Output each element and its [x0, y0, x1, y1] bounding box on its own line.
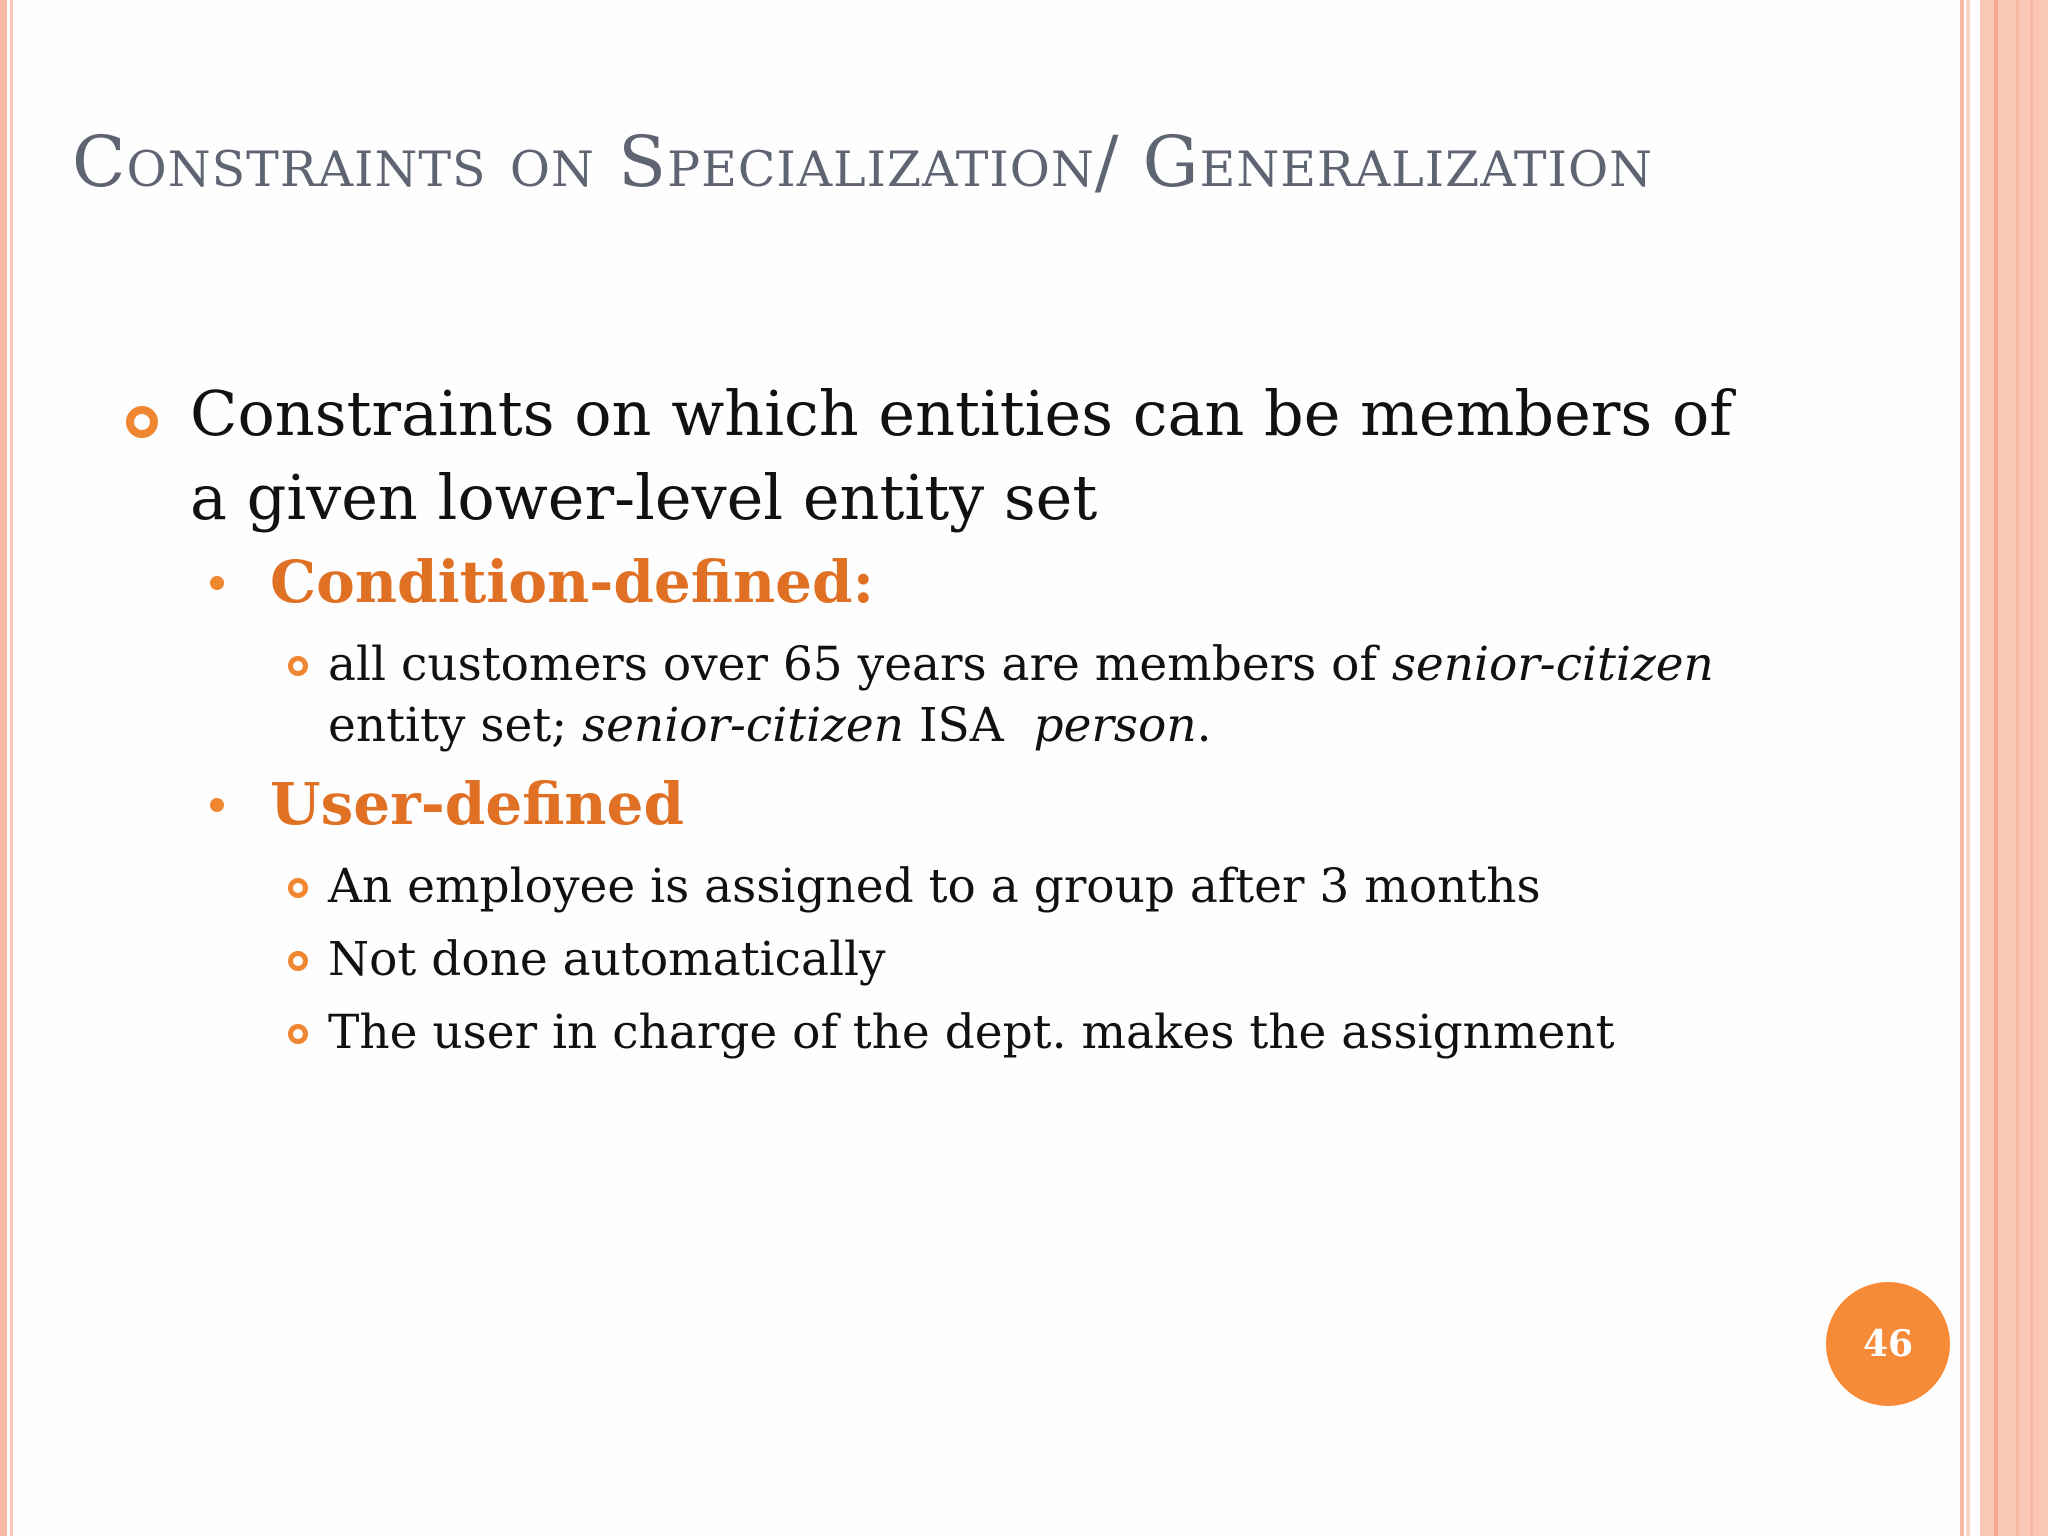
right-border-stripe — [1960, 0, 1964, 1536]
ring-bullet-icon — [288, 951, 308, 971]
ring-bullet-icon — [126, 406, 158, 438]
user-defined-item — [288, 929, 1788, 990]
item-text-italic: senior-citizen — [1391, 637, 1714, 692]
left-border-stripe — [10, 0, 13, 1536]
left-border-stripe — [0, 0, 7, 1536]
item-text-part: entity set; — [328, 698, 582, 753]
dot-bullet-icon — [210, 798, 224, 812]
right-border-stripe — [2030, 0, 2033, 1536]
slide-title: Constraints on Specialization/ Generalization — [72, 121, 1654, 203]
user-defined-item-text: The user in charge of the dept. makes the assignment — [328, 1005, 1615, 1060]
item-text-part: ISA — [904, 698, 1034, 753]
ring-bullet-icon — [288, 878, 308, 898]
ring-bullet-icon — [288, 656, 308, 676]
right-border-stripe — [1966, 0, 1970, 1536]
ring-bullet-icon — [288, 1024, 308, 1044]
user-defined-item — [288, 856, 1788, 917]
condition-defined-bullet — [210, 544, 1810, 620]
item-text-part: . — [1196, 698, 1212, 753]
user-defined-item-text: An employee is assigned to a group after 3 months — [328, 859, 1541, 914]
main-bullet-text: Constraints on which entities can be members of a given lower-level entity set — [190, 377, 1733, 534]
dot-bullet-icon — [210, 576, 224, 590]
user-defined-item-text: Not done automatically — [328, 932, 886, 987]
user-defined-bullet — [210, 766, 1810, 842]
item-text-part: all customers over 65 years are members of — [328, 637, 1392, 692]
right-border-stripe — [1994, 0, 1998, 1536]
item-text-italic: person — [1033, 698, 1197, 753]
right-border-band — [1980, 0, 2048, 1536]
user-defined-item — [288, 1002, 1788, 1063]
main-bullet — [126, 372, 1776, 540]
user-defined-label: User-defined — [270, 770, 685, 838]
condition-defined-item — [288, 634, 1788, 756]
right-border-stripe — [2016, 0, 2019, 1536]
condition-defined-item-text — [328, 634, 1748, 756]
condition-defined-label: Condition-defined: — [270, 548, 875, 616]
page-number-badge: 46 — [1826, 1282, 1950, 1406]
item-text-italic: senior-citizen — [581, 698, 904, 753]
